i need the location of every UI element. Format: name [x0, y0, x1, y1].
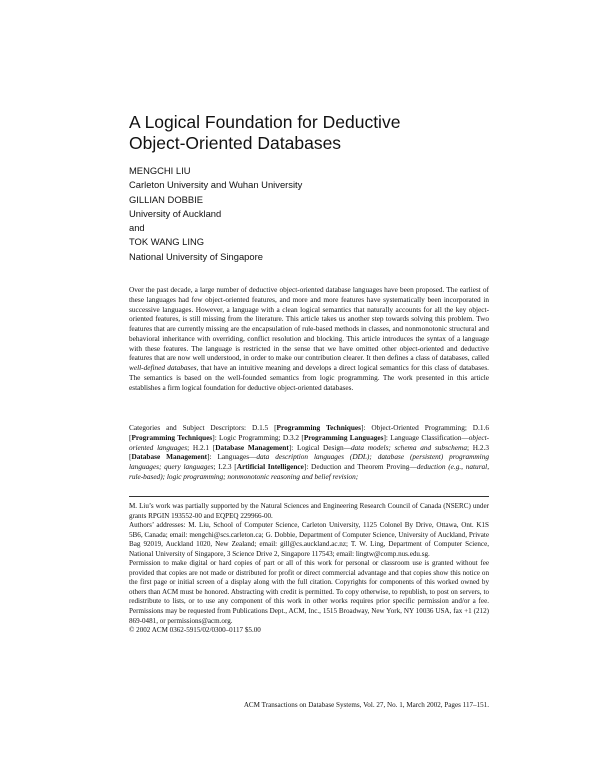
cat-text: ; H.2.1 [ [187, 442, 216, 452]
author-addresses: Authors’ addresses: M. Liu, School of Computer Science, Carleton University, 1125 Colonel By Drive, Ottawa, Ont. K1S 5B6, Canada; email: mengchi@scs.carleton.ca; G. Dobbie, Department of Computer Science, University of Auckland, Private Bag 92019, Auckland 1020, New Zealand; email: gill@cs.auckland.ac.nz; T. W. Ling, Department of Computer Science, National University of Singapore, 3 Science Drive 2, Singapore 117543; email: lingtw@comp.nus.edu.sg. [129, 521, 489, 558]
categories-descriptors [129, 423, 489, 482]
cat-bold: Programming Languages [303, 432, 384, 442]
author-block [129, 164, 489, 264]
author-line: University of Auckland [129, 207, 222, 219]
cat-text: ]: Logical Design— [288, 442, 351, 452]
title-line-2: Object-Oriented Databases [129, 133, 342, 153]
cat-bold: Database Management [131, 452, 208, 462]
cat-text: ]: Logic Programming; D.3.2 [ [212, 432, 304, 442]
author-line: MENGCHI LIU [129, 165, 191, 176]
cat-text: ]: Object-Oriented Programming; D.1.6 [ [129, 423, 490, 442]
author-line: Carleton University and Wuhan University [129, 179, 303, 191]
abstract [129, 285, 489, 392]
author-line: National University of Singapore [129, 250, 263, 262]
journal-footer: ACM Transactions on Database Systems, Vol. 27, No. 1, March 2002, Pages 117–151. [243, 701, 489, 709]
footnote-rule [129, 496, 489, 497]
copyright-line: © 2002 ACM 0362-5915/02/0300–0117 $5.00 [129, 626, 261, 635]
cat-bold: Database Management [215, 442, 289, 452]
abstract-text: Over the past decade, a large number of deductive object-oriented database languages have been proposed. The earliest of these languages had few object-oriented features, and more and more features have systematically been incorporated in successive languages. However, a language with a clean logical semantics that naturally accounts for all the key object-oriented features, is still missing from the literature. This article takes us another step towards solving this problem. Two features that are currently missing are the encapsulation of rule-based methods in classes, and nonmonotonic structural and behavioral inheritance with overriding, conflict resolution and blocking. This article introduces the syntax of a language with these features. The language is restricted in the sense that we have omitted other object-oriented and deductive features that are now well understood, in order to make our contribution clearer. It then defines a class of databases, called [129, 285, 489, 363]
cat-italic: object-oriented languages [129, 432, 490, 452]
author-line: TOK WANG LING [129, 236, 205, 248]
cat-text: Categories and Subject Descriptors: D.1.5 [ [129, 423, 277, 432]
funding-note: M. Liu’s work was partially supported by the Natural Sciences and Engineering Research Council of Canada (NSERC) under grants RPGIN 193552-00 and EQPEQ 229966-00. [129, 502, 489, 520]
cat-italic: data description languages (DDL); database (persistent) programming languages; query languages [129, 452, 489, 471]
author-line: and [129, 222, 145, 234]
cat-bold: Programming Techniques [131, 432, 213, 442]
abstract-text: , that have an intuitive meaning and develops a direct logical semantics for this class of databases. The semantics is based on the well-founded semantics from logic programming. The work presented in this article establishes a firm logical foundation for deductive object-oriented databases. [129, 363, 489, 392]
title-line-1: A Logical Foundation for Deductive [129, 112, 401, 132]
cat-text: ]: Language Classification— [383, 432, 469, 442]
cat-text: ]: Deduction and Theorem Proving— [303, 462, 417, 471]
cat-bold: Artificial Intelligence [236, 462, 304, 471]
cat-italic: deduction (e.g., natural, rule-based); logic programming; nonmonotonic reasoning and belief revision; [129, 462, 490, 481]
paper-title [129, 112, 489, 154]
cat-italic: data models; schema and subschema [351, 442, 467, 452]
cat-text: ; H.2.3 [ [129, 442, 489, 462]
cat-text: ; I.2.3 [ [213, 462, 237, 471]
abstract-emphasis: well-defined databases [129, 363, 197, 372]
cat-bold: Programming Techniques [276, 423, 361, 432]
permission-notice: Permission to make digital or hard copies of part or all of this work for personal or classroom use is granted without fee provided that copies are not made or distributed for profit or direct commercial advantage and that copies show this notice on the first page or initial screen of a display along with the full citation. Copyrights for components of this worked owned by others than ACM must be honored. Abstracting with credit is permitted. To copy otherwise, to republish, to post on servers, to redistribute to lists, or to use any component of this work in other works requires prior specific permission and/or a fee. Permissions may be requested from Publications Dept., ACM, Inc., 1515 Broadway, New York, NY 10036 USA, fax +1 (212) 869-0481, or permissions@acm.org. [129, 559, 489, 625]
author-line: GILLIAN DOBBIE [129, 193, 203, 205]
footnotes [129, 502, 489, 636]
cat-text: ]: Languages— [207, 452, 257, 462]
